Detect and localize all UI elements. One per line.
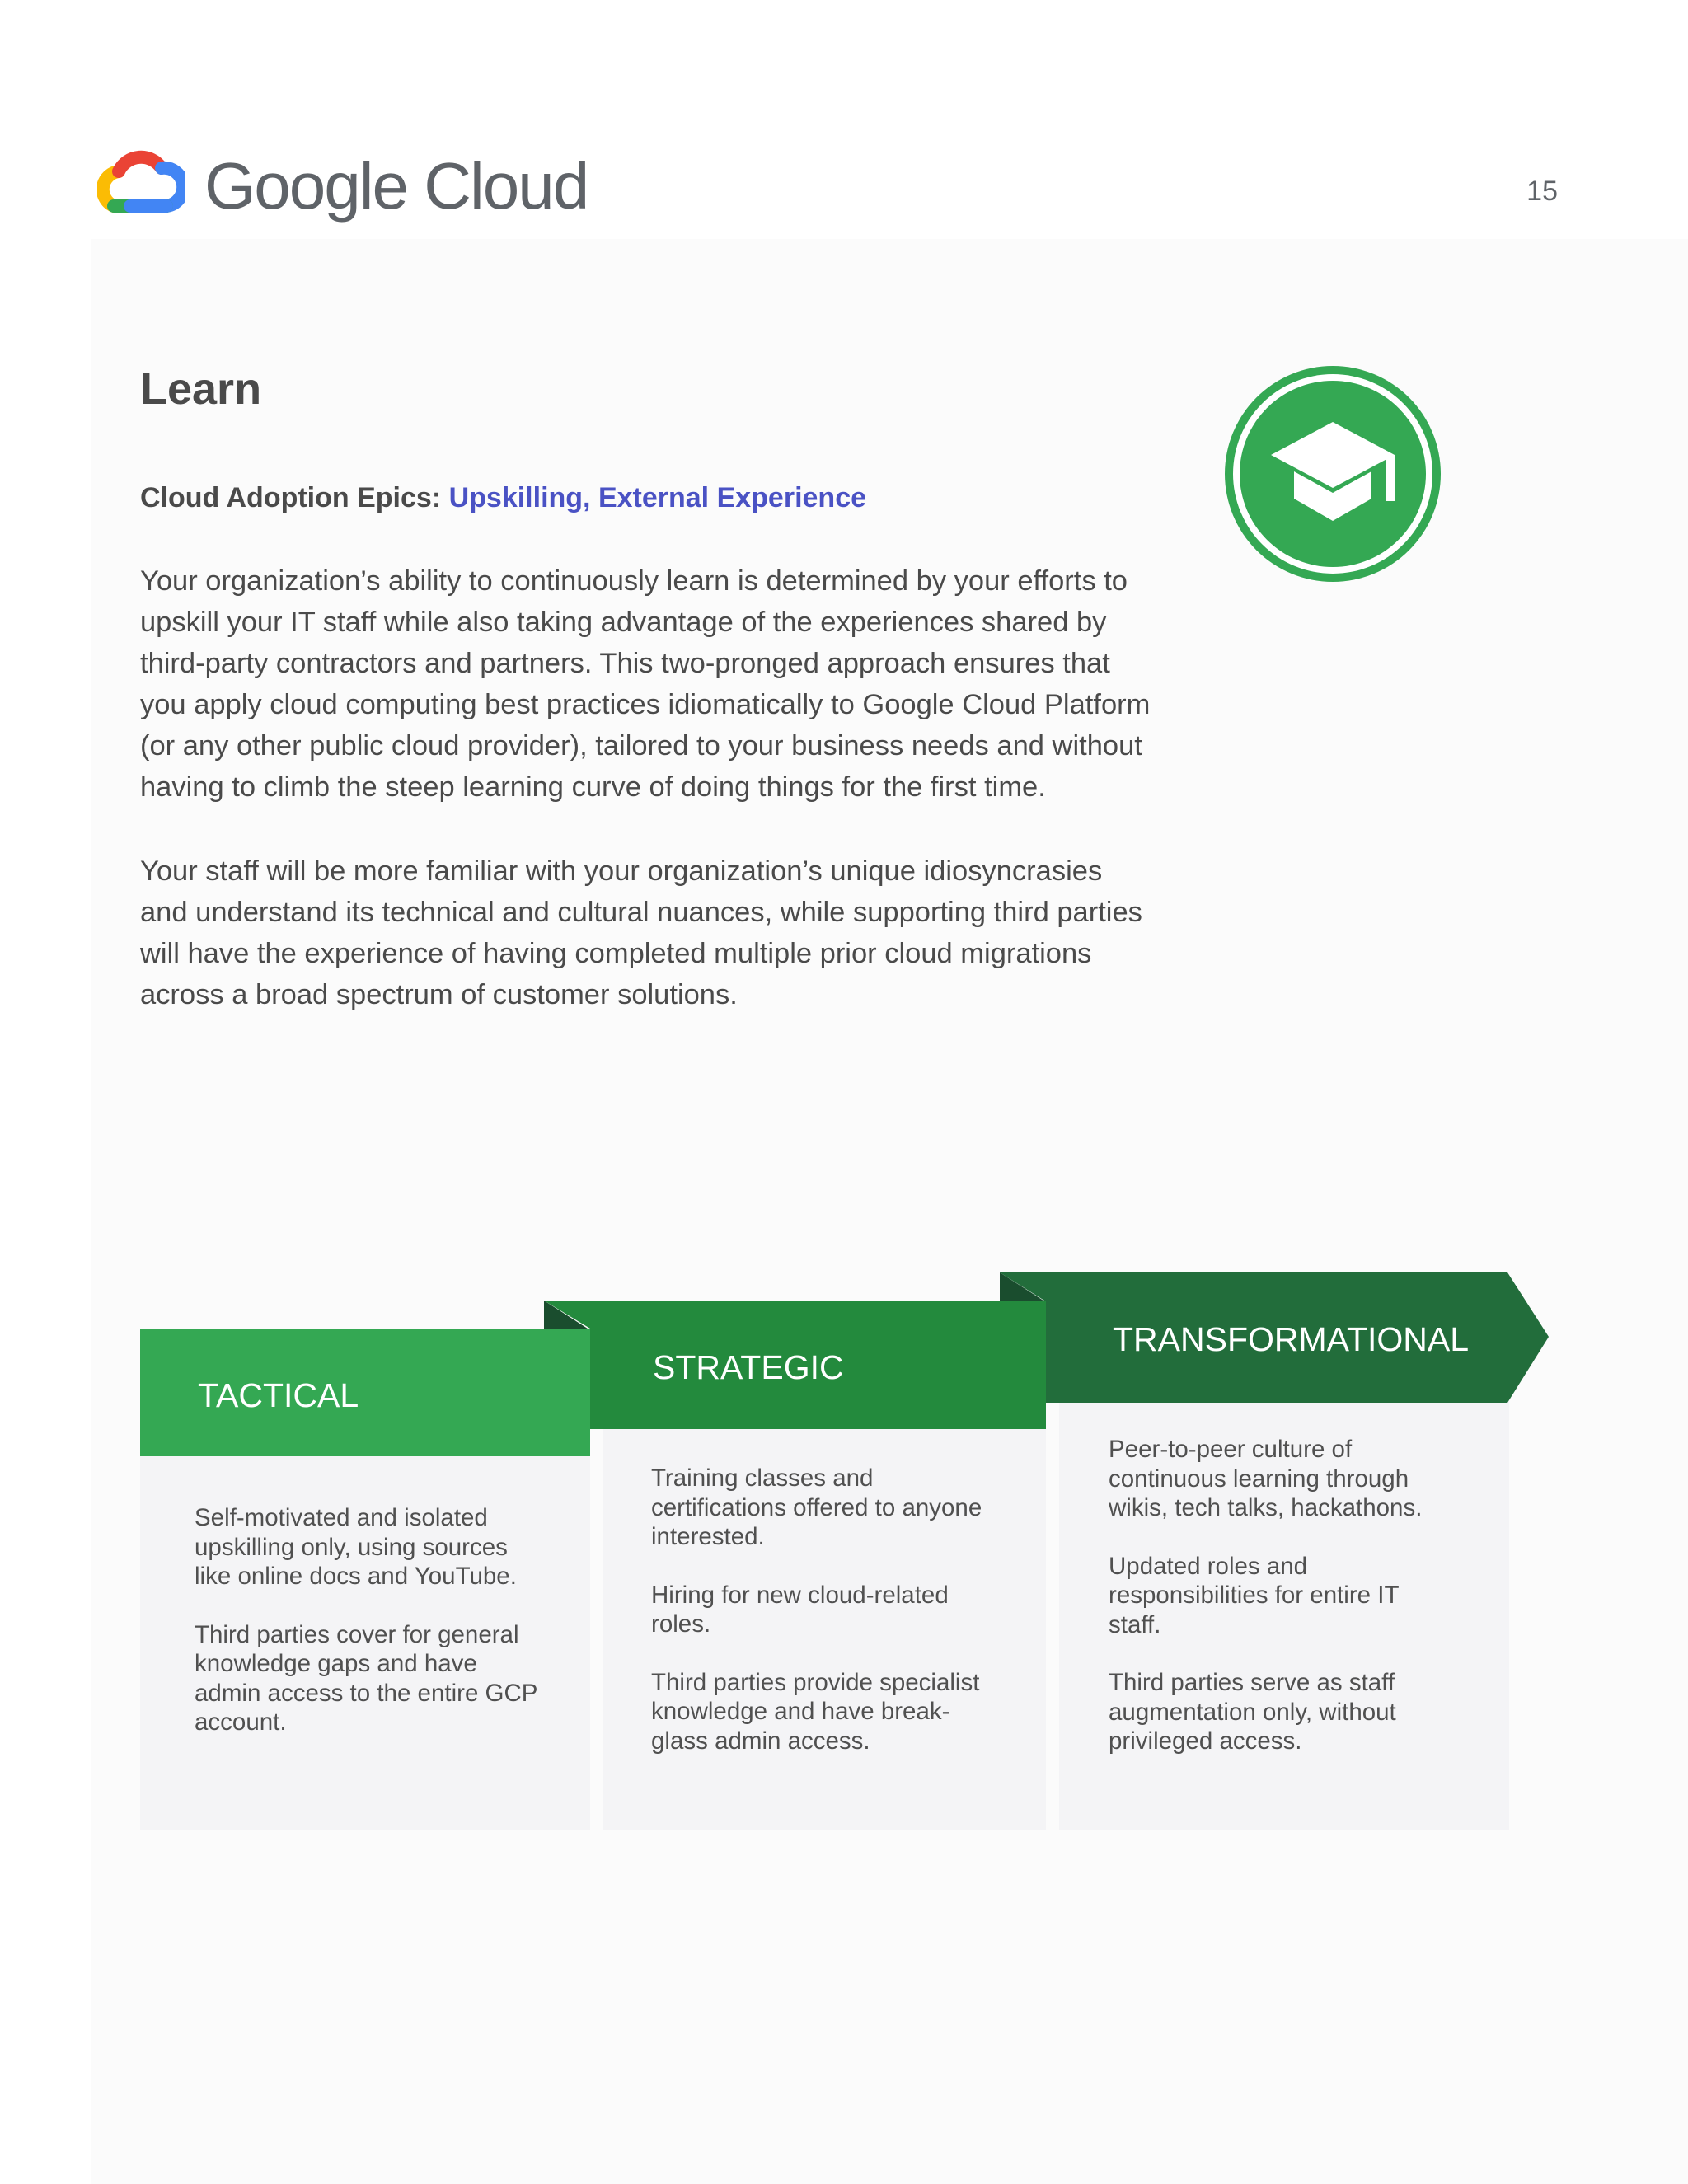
google-cloud-logo-icon — [97, 147, 185, 223]
stage-title-tactical: TACTICAL — [198, 1376, 359, 1414]
strategic-item-1: Training classes and certifications offered to anyone interested. — [651, 1465, 982, 1550]
strategic-item-3: Third parties provide specialist knowledge and have break-glass admin access. — [651, 1668, 980, 1755]
intro-paragraph-1: Your organization’s ability to continuously learn is determined by your efforts to upskill your IT staff while also taking advantage of the experiences shared by third-party contractors and partners. This two-pronged approach ensures that you apply cloud computing best practices idiomatically to Google Cloud Platform (or any other public cloud provider), tailored to your business needs and without having to climb the steep learning curve of doing things for the first time. — [140, 565, 1151, 803]
epics-value: Upskilling, External Experience — [448, 482, 867, 513]
cloud-adoption-epics — [140, 480, 866, 516]
strategic-text — [651, 1464, 997, 1784]
stage-title-strategic: STRATEGIC — [653, 1348, 844, 1386]
transformational-item-2: Updated roles and responsibilities for entire IT staff. — [1109, 1552, 1399, 1638]
epics-label: Cloud Adoption Epics: — [140, 482, 442, 513]
page-number: 15 — [1526, 176, 1558, 207]
tactical-item-2: Third parties cover for general knowledge gaps and have admin access to the entire GCP account. — [195, 1620, 537, 1736]
transformational-item-1: Peer-to-peer culture of continuous learning through wikis, tech talks, hackathons. — [1109, 1436, 1423, 1521]
tactical-text — [195, 1503, 541, 1766]
section-title: Learn — [140, 364, 262, 414]
strategic-item-2: Hiring for new cloud-related roles. — [651, 1581, 949, 1638]
tactical-item-1: Self-motivated and isolated upskilling only, using sources like online docs and YouTube. — [195, 1504, 517, 1590]
intro-paragraph-2: Your staff will be more familiar with your organization’s unique idiosyncrasies and understand its technical and cultural nuances, while supporting third parties will have the experience of having completed multiple prior cloud migrations across a broad spectrum of customer solutions. — [140, 855, 1142, 1010]
brand-name: Google Cloud — [204, 149, 588, 223]
transformational-item-3: Third parties serve as staff augmentation only, without privileged access. — [1109, 1669, 1396, 1755]
stage-title-transformational: TRANSFORMATIONAL — [1113, 1320, 1470, 1358]
page-background — [91, 239, 1688, 2184]
graduation-cap-icon — [1221, 363, 1444, 585]
transformational-text — [1109, 1435, 1455, 1785]
